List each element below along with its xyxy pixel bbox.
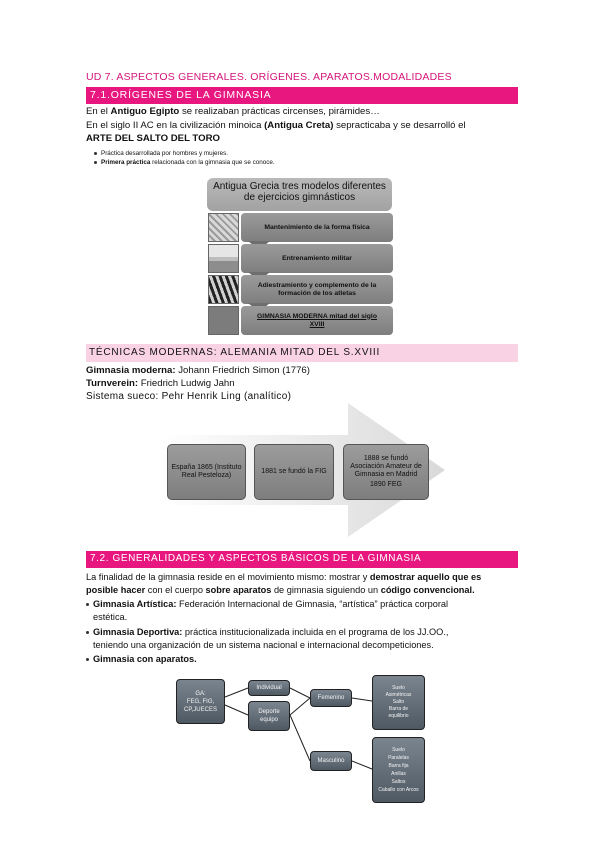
soldiers-image xyxy=(208,244,239,273)
greece-item-4: GIMNASIA MODERNA mitad del siglo XVIII xyxy=(241,306,393,335)
apparatus-diagram xyxy=(176,671,440,803)
timeline-box-2: 1881 se fundó la FIG xyxy=(254,444,334,500)
timeline-box-3: 1888 se fundó Asociación Amateur de Gimnasia en Madrid 1890 FEG xyxy=(343,444,429,500)
female-apparatus-list: Suelo Asimétricas Salto Barra de equilibrio xyxy=(372,675,425,730)
gen-line-2: posible hacer con el cuerpo sobre aparatos de gimnasia siguiendo un código convencional. xyxy=(86,585,475,595)
gen-bullet-2-cont: teniendo una organización de un sistema nacional e internacional decompeticiones. xyxy=(93,640,434,650)
femenino-box: Femenino xyxy=(310,689,352,707)
greece-item-2: Entrenamiento militar xyxy=(241,244,393,273)
section-header-label: TÉCNICAS MODERNAS: ALEMANIA MITAD DEL S.XVIII xyxy=(89,347,381,358)
greece-item-1: Mantenimiento de la forma física xyxy=(241,213,393,242)
greece-diagram-header: Antigua Grecia tres modelos diferentes de ejercicios gimnásticos xyxy=(207,178,392,211)
greece-row-1 xyxy=(208,213,393,242)
ga-box: GA: FEG, FIG, CP,JUECES xyxy=(176,679,225,724)
greece-item-3: Adiestramiento y complemento de la formación de los atletas xyxy=(241,275,393,304)
modern-line-2: Turnverein: Friedrich Ludwig Jahn xyxy=(86,378,235,389)
section-header-origins xyxy=(86,87,518,104)
bullet-icon xyxy=(86,631,89,634)
origins-bullet-2: Primera práctica relacionada con la gimnasia que se conoce. xyxy=(94,159,275,166)
modern-line-1: Gimnasia moderna: Johann Friedrich Simon (1776) xyxy=(86,365,310,376)
greece-row-4 xyxy=(208,306,393,335)
greece-row-3 xyxy=(208,275,393,304)
origins-line-1: En el Antiguo Egipto se realizaban prácticas circenses, pirámides… xyxy=(86,106,380,117)
bullet-icon xyxy=(94,161,97,164)
gen-bullet-3: Gimnasia con aparatos. xyxy=(86,653,197,665)
masculino-box: Masculino xyxy=(310,751,352,771)
bullet-icon xyxy=(86,658,89,661)
section-header-generalities xyxy=(86,551,518,568)
team-box: Deporte equipo xyxy=(248,701,290,731)
gen-bullet-2: Gimnasia Deportiva: práctica institucionalizada incluida en el programa de los JJ.OO., xyxy=(86,626,448,638)
greece-row-2 xyxy=(208,244,393,273)
bullet-icon xyxy=(86,603,89,606)
gen-bullet-1-cont: estética. xyxy=(93,612,128,622)
individual-box: Individual xyxy=(248,680,290,696)
section-header-modern xyxy=(86,344,518,362)
document-title: UD 7. ASPECTOS GENERALES. ORÍGENES. APARATOS.MODALIDADES xyxy=(86,71,452,83)
origins-line-3: ARTE DEL SALTO DEL TORO xyxy=(86,133,220,144)
statue-image xyxy=(208,213,239,242)
section-header-label: 7.2. GENERALIDADES Y ASPECTOS BÁSICOS DE LA GIMNASIA xyxy=(90,553,422,564)
section-header-label: 7.1.ORÍGENES DE LA GIMNASIA xyxy=(90,89,272,101)
male-apparatus-list: Suelo Paralelas Barra fija Anillas Saltos Caballo con Arcos xyxy=(372,737,425,803)
origins-line-2: En el siglo II AC en la civilización minoica (Antigua Creta) sepracticaba y se desarrolló el xyxy=(86,120,466,131)
timeline-box-1: España 1865 (Instituto Real Pesteloza) xyxy=(167,444,246,500)
modern-line-3: Sistema sueco: Pehr Henrik Ling (analítico) xyxy=(86,391,292,402)
gen-line-1: La finalidad de la gimnasia reside en el movimiento mismo: mostrar y demostrar aquello que es xyxy=(86,572,482,582)
athletes-image xyxy=(208,275,239,304)
blank-thumbnail xyxy=(208,306,239,335)
gen-bullet-1: Gimnasia Artística: Federación Internacional de Gimnasia, “artística” práctica corporal xyxy=(86,598,448,610)
origins-bullet-1: Práctica desarrollada por hombres y mujeres. xyxy=(94,150,228,157)
bullet-icon xyxy=(94,152,97,155)
